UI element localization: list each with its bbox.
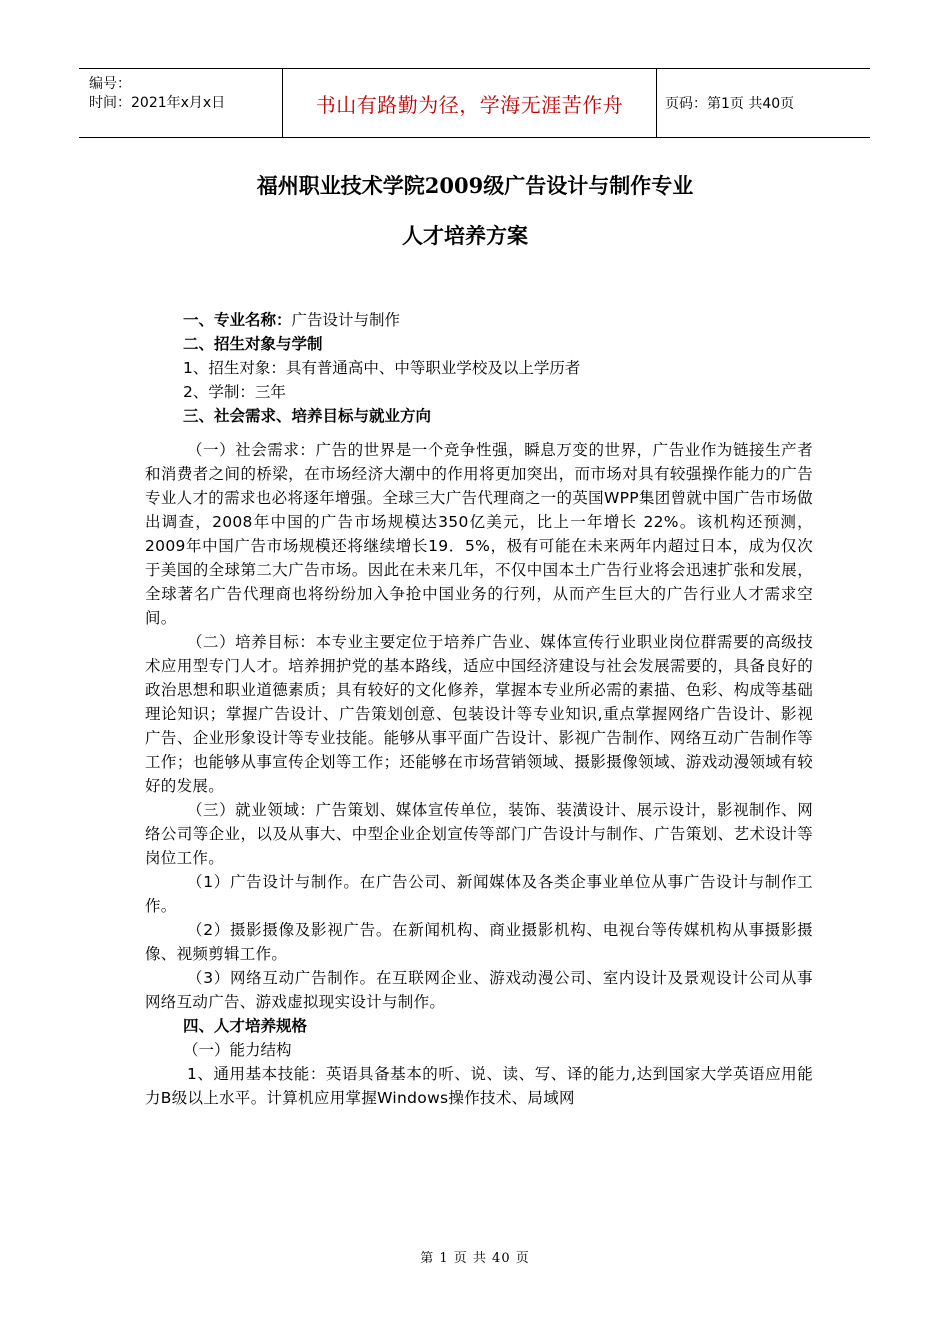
section-3-heading: 三、社会需求、培养目标与就业方向	[183, 407, 432, 425]
number-label: 编号：	[89, 76, 131, 92]
paragraph-employment-3: （3）网络互动广告制作。在互联网企业、游戏动漫公司、室内设计及景观设计公司从事网络互动广告、游戏虚拟现实设计与制作。	[145, 969, 813, 1011]
paragraph-basic-skills: 1、通用基本技能：英语具备基本的听、说、读、写、译的能力,达到国家大学英语应用能力B级以上水平。计算机应用掌握Windows操作技术、局域网	[145, 1065, 813, 1107]
section-4-subheading: （一）能力结构	[183, 1041, 292, 1059]
paragraph-social-demand: （一）社会需求：广告的世界是一个竞争性强，瞬息万变的世界，广告业作为链接生产者和消费者之间的桥梁，在市场经济大潮中的作用将更加突出，而市场对具有较强操作能力的广告专业人才的需求也必将逐年增强。全球三大广告代理商之一的英国WPP集团曾就中国广告市场做出调查，2008年中国的广告市场规模达350亿美元，比上一年增长 22%。该机构还预测，2009年中国广告市场规模还将继续增长19．5%，极有可能在未来两年内超过日本，成为仅次于美国的全球第二大广告市场。因此在未来几年，不仅中国本土广告行业将会迅速扩张和发展，全球著名广告代理商也将纷纷加入争抢中国业务的行列，从而产生巨大的广告行业人才需求空间。	[145, 441, 813, 627]
page-code-text: 页码：第1页 共40页	[665, 96, 795, 112]
paragraph-employment-field: （三）就业领域：广告策划、媒体宣传单位，装饰、装潢设计、展示设计，影视制作、网络公司等企业，以及从事大、中型企业企划宣传等部门广告设计与制作、广告策划、艺术设计等岗位工作。	[145, 801, 813, 867]
time-label: 时间：2021年x月x日	[89, 95, 226, 111]
section-2-item-2: 2、学制：三年	[183, 383, 286, 401]
paragraph-employment-2: （2）摄影摄像及影视广告。在新闻机构、商业摄影机构、电视台等传媒机构从事摄影摄像、视频剪辑工作。	[145, 921, 813, 963]
spacer	[145, 428, 813, 438]
document-body	[145, 308, 813, 1110]
document-title-line1: 福州职业技术学院2009级广告设计与制作专业	[256, 173, 694, 198]
section-2-item-1: 1、招生对象：具有普通高中、中等职业学校及以上学历者	[183, 359, 581, 377]
paragraph-training-goal: （二）培养目标：本专业主要定位于培养广告业、媒体宣传行业职业岗位群需要的高级技术应用型专门人才。培养拥护党的基本路线，适应中国经济建设与社会发展需要的，具备良好的政治思想和职业道德素质；具有较好的文化修养，掌握本专业所必需的素描、色彩、构成等基础理论知识；掌握广告设计、广告策划创意、包装设计等专业知识,重点掌握网络广告设计、影视广告、企业形象设计等专业技能。能够从事平面广告设计、影视广告制作、网络互动广告制作等工作；也能够从事宣传企划等工作；还能够在市场营销领域、摄影摄像领域、游戏动漫领域有较好的发展。	[145, 633, 813, 795]
section-1-heading	[145, 308, 813, 332]
section-1-label: 一、专业名称：	[183, 311, 292, 329]
header-meta	[79, 69, 283, 137]
header-motto	[283, 69, 657, 137]
motto-text: 书山有路勤为径，学海无涯苦作舟	[315, 92, 624, 117]
section-2-heading: 二、招生对象与学制	[183, 335, 323, 353]
page-footer: 第 1 页 共 40 页	[420, 1251, 530, 1266]
section-4-heading: 四、人才培养规格	[183, 1017, 308, 1035]
document-header	[79, 68, 870, 138]
header-page-code	[657, 69, 870, 137]
paragraph-employment-1: （1）广告设计与制作。在广告公司、新闻媒体及各类企事业单位从事广告设计与制作工作。	[145, 873, 813, 915]
section-1-value: 广告设计与制作	[291, 311, 401, 329]
document-title-line2: 人才培养方案	[402, 223, 528, 248]
